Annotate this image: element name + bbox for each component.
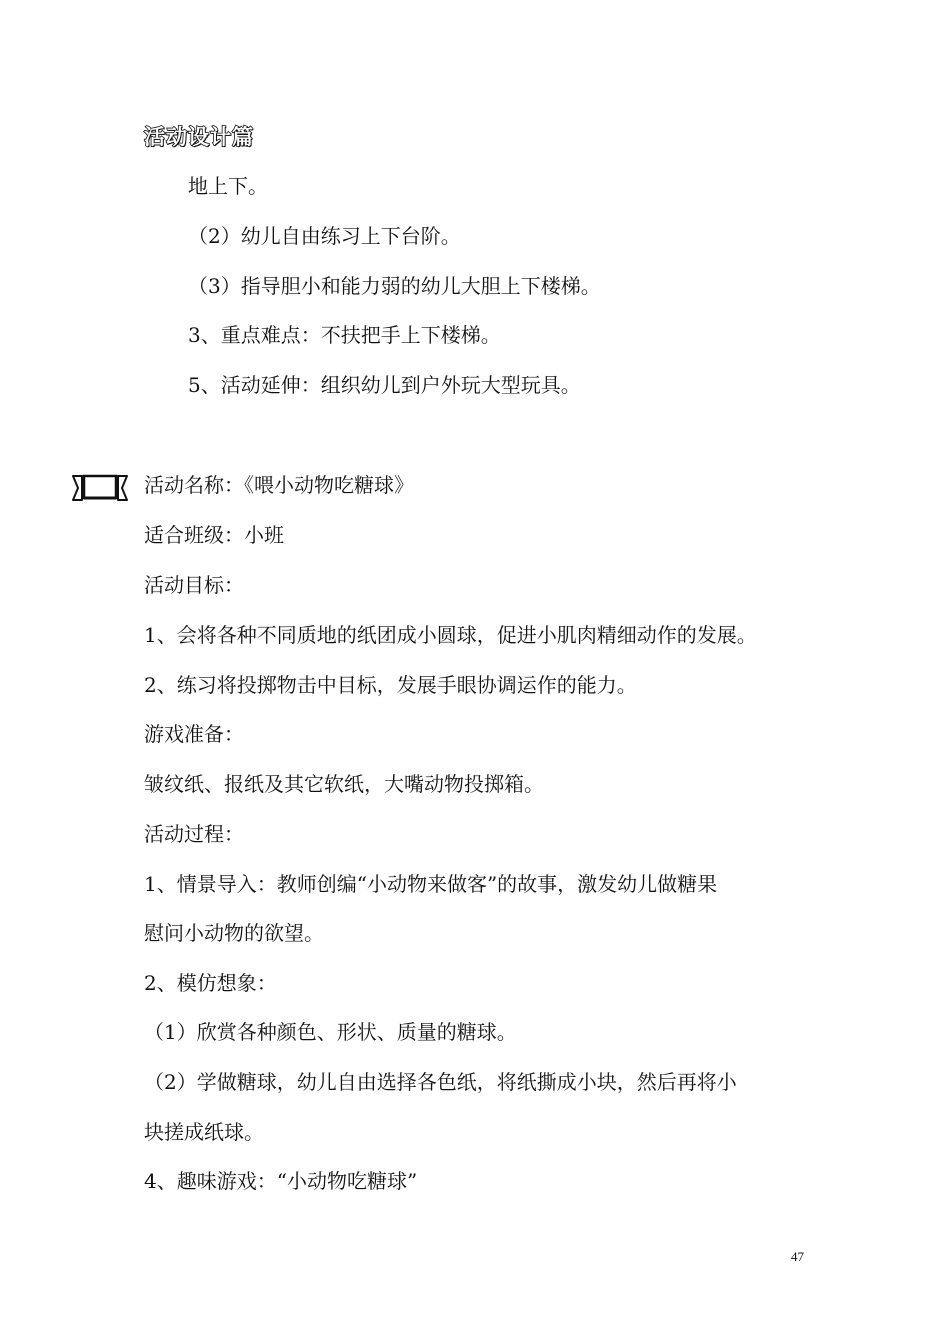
page-number: 47 bbox=[791, 1249, 804, 1264]
text-line: 地上下。 bbox=[188, 174, 268, 198]
text-line: （1）欣赏各种颜色、形状、质量的糖球。 bbox=[144, 1020, 517, 1044]
text-line: 2、练习将投掷物击中目标，发展手眼协调运作的能力。 bbox=[144, 673, 637, 697]
text-line: 2、模仿想象： bbox=[144, 971, 277, 995]
text-line: 1、会将各种不同质地的纸团成小圆球，促进小肌肉精细动作的发展。 bbox=[144, 623, 757, 647]
text-line: 3、重点难点：不扶把手上下楼梯。 bbox=[188, 323, 501, 347]
text-line: 活动过程： bbox=[144, 822, 244, 846]
bookmark-icon bbox=[70, 473, 130, 505]
text-line: 块搓成纸球。 bbox=[144, 1120, 264, 1144]
text-line: 活动目标： bbox=[144, 573, 244, 597]
text-line: 5、活动延伸：组织幼儿到户外玩大型玩具。 bbox=[188, 373, 581, 397]
text-line: （2）学做糖球，幼儿自由选择各色纸，将纸撕成小块，然后再将小 bbox=[144, 1070, 737, 1094]
text-line: 皱纹纸、报纸及其它软纸，大嘴动物投掷箱。 bbox=[144, 772, 544, 796]
section-header-title: 活动设计篇 bbox=[144, 125, 254, 149]
text-line: 慰问小动物的欲望。 bbox=[144, 921, 324, 945]
text-line: （3）指导胆小和能力弱的幼儿大胆上下楼梯。 bbox=[188, 274, 601, 298]
text-line: （2）幼儿自由练习上下台阶。 bbox=[188, 224, 461, 248]
text-line: 1、情景导入：教师创编“小动物来做客”的故事，激发幼儿做糖果 bbox=[144, 872, 718, 896]
activity-name: 活动名称：《喂小动物吃糖球》 bbox=[144, 473, 414, 497]
text-line: 适合班级：小班 bbox=[144, 523, 284, 547]
text-line: 4、趣味游戏：“小动物吃糖球” bbox=[144, 1169, 418, 1193]
text-line: 游戏准备： bbox=[144, 722, 244, 746]
